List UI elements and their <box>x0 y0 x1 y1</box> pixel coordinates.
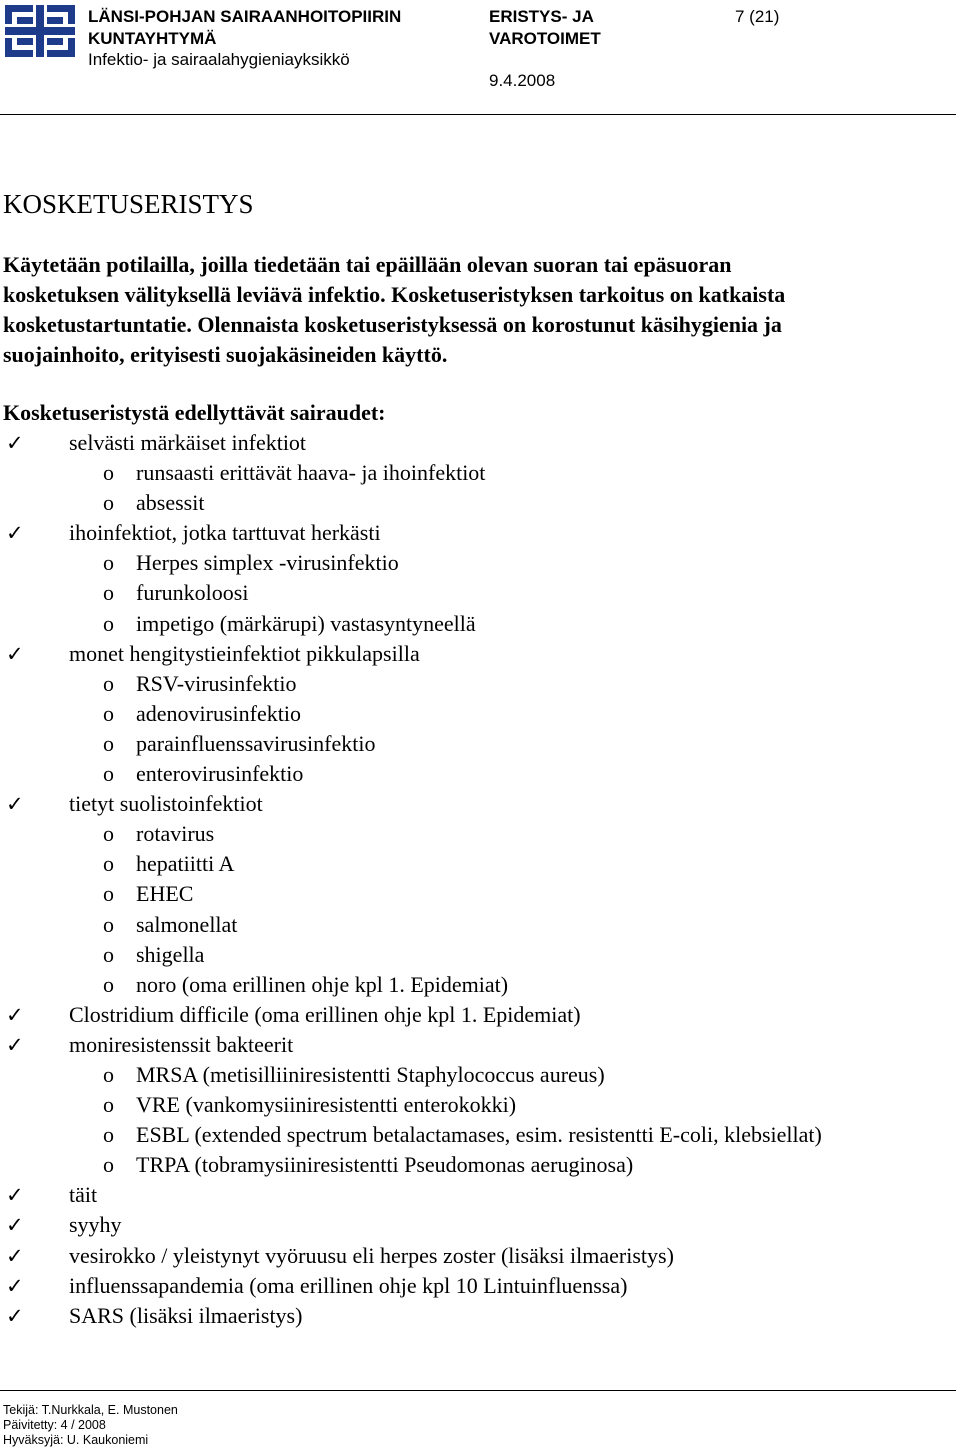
document-body <box>3 186 958 1331</box>
sub-list-item-label: EHEC <box>136 881 194 907</box>
page-title: KOSKETUSERISTYS <box>3 189 254 219</box>
sub-list-item-label: Herpes simplex -virusinfektio <box>136 550 399 576</box>
hospital-district-logo-icon <box>3 3 77 59</box>
sub-list-item-label: hepatiitti A <box>136 851 235 877</box>
checkmark-icon: ✓ <box>6 1303 24 1328</box>
list-item <box>3 1301 958 1331</box>
list-item-label: SARS (lisäksi ilmaeristys) <box>69 1302 303 1328</box>
circle-bullet-icon: o <box>103 911 114 937</box>
circle-bullet-icon: o <box>103 610 114 636</box>
sub-list-item-label: noro (oma erillinen ohje kpl 1. Epidemiat) <box>136 971 509 997</box>
sub-list-item-label: salmonellat <box>136 911 238 937</box>
organization-name-line1: LÄNSI-POHJAN SAIRAANHOITOPIIRIN <box>88 7 402 26</box>
circle-bullet-icon: o <box>103 550 114 576</box>
organization-name <box>88 6 401 50</box>
checkmark-icon: ✓ <box>6 1243 24 1268</box>
disease-list <box>3 428 958 1331</box>
sub-list-item-label: MRSA (metisilliiniresistentti Staphylococcus aureus) <box>136 1061 605 1087</box>
circle-bullet-icon: o <box>103 460 114 486</box>
sub-list-item-label: enterovirusinfektio <box>136 761 304 787</box>
sub-list-item <box>3 1090 958 1120</box>
unit-name: Infektio- ja sairaalahygieniayksikkö <box>88 50 350 69</box>
sub-list <box>69 669 958 789</box>
header-divider <box>0 114 956 115</box>
sub-list-item <box>3 879 958 909</box>
intro-line: kosketustartuntatie. Olennaista kosketuseristyksessä on korostunut käsihygienia ja <box>3 312 782 337</box>
list-item <box>3 1180 958 1210</box>
checkmark-icon: ✓ <box>6 1002 24 1027</box>
checkmark-icon: ✓ <box>6 1183 24 1208</box>
sub-list-item <box>3 699 958 729</box>
list-item <box>3 639 958 789</box>
sub-list-item <box>3 970 958 1000</box>
list-item <box>3 1241 958 1271</box>
circle-bullet-icon: o <box>103 1122 114 1148</box>
sub-list-item <box>3 849 958 879</box>
sub-list-item-label: adenovirusinfektio <box>136 700 301 726</box>
checkmark-icon: ✓ <box>6 792 24 817</box>
circle-bullet-icon: o <box>103 851 114 877</box>
checkmark-icon: ✓ <box>6 641 24 666</box>
circle-bullet-icon: o <box>103 700 114 726</box>
intro-paragraph <box>3 250 958 370</box>
circle-bullet-icon: o <box>103 490 114 516</box>
sub-list-item-label: parainfluenssavirusinfektio <box>136 730 376 756</box>
sub-list-item <box>3 1150 958 1180</box>
sub-list-item-label: TRPA (tobramysiiniresistentti Pseudomonas aeruginosa) <box>136 1152 634 1178</box>
author-line: Tekijä: T.Nurkkala, E. Mustonen <box>3 1403 178 1417</box>
sub-list-item <box>3 1060 958 1090</box>
sub-list-item <box>3 759 958 789</box>
circle-bullet-icon: o <box>103 670 114 696</box>
list-item-label: vesirokko / yleistynyt vyöruusu eli herpes zoster (lisäksi ilmaeristys) <box>69 1242 674 1268</box>
circle-bullet-icon: o <box>103 971 114 997</box>
sub-list-item-label: ESBL (extended spectrum betalactamases, esim. resistentti E-coli, klebsiellat) <box>136 1122 822 1148</box>
sub-list-item <box>3 819 958 849</box>
circle-bullet-icon: o <box>103 881 114 907</box>
sub-list-item <box>3 729 958 759</box>
sub-list-item-label: RSV-virusinfektio <box>136 670 297 696</box>
list-item <box>3 518 958 638</box>
sub-list <box>69 1060 958 1180</box>
sub-list-item <box>3 458 958 488</box>
circle-bullet-icon: o <box>103 1152 114 1178</box>
updated-line: Päivitetty: 4 / 2008 <box>3 1418 106 1432</box>
list-item-label: ihoinfektiot, jotka tarttuvat herkästi <box>69 520 381 546</box>
sub-list-item <box>3 669 958 699</box>
sub-list-item <box>3 609 958 639</box>
checkmark-icon: ✓ <box>6 1213 24 1238</box>
sub-list-item <box>3 910 958 940</box>
sub-list-item-label: shigella <box>136 941 205 967</box>
list-item <box>3 1210 958 1240</box>
circle-bullet-icon: o <box>103 941 114 967</box>
list-item-label: selvästi märkäiset infektiot <box>69 430 307 455</box>
approved-line: Hyväksyjä: U. Kaukoniemi <box>3 1433 149 1447</box>
list-item-label: tietyt suolistoinfektiot <box>69 791 263 817</box>
document-series-title-line1: ERISTYS- JA <box>489 7 594 26</box>
sub-list-item-label: furunkoloosi <box>136 580 249 606</box>
circle-bullet-icon: o <box>103 821 114 847</box>
sub-list-item <box>3 488 958 518</box>
checkmark-icon: ✓ <box>6 521 24 546</box>
sub-list-item <box>3 548 958 578</box>
intro-line: kosketuksen välityksellä leviävä infektio. Kosketuseristyksen tarkoitus on katkaista <box>3 282 786 307</box>
circle-bullet-icon: o <box>103 730 114 756</box>
list-item-label: monet hengitystieinfektiot pikkulapsilla <box>69 640 420 666</box>
intro-line: suojainhoito, erityisesti suojakäsineiden käyttö. <box>3 342 448 367</box>
list-item <box>3 1000 958 1030</box>
checkmark-icon: ✓ <box>6 431 24 455</box>
list-item-label: influenssapandemia (oma erillinen ohje kpl 10 Lintuinfluenssa) <box>69 1272 628 1298</box>
list-item <box>3 428 958 518</box>
document-date: 9.4.2008 <box>489 71 556 90</box>
sub-list-item-label: VRE (vankomysiiniresistentti enterokokki) <box>136 1092 517 1118</box>
document-header <box>0 0 960 120</box>
list-item-label: moniresistenssit bakteerit <box>69 1031 294 1057</box>
sub-list-item <box>3 940 958 970</box>
circle-bullet-icon: o <box>103 1061 114 1087</box>
list-item-label: täit <box>69 1182 98 1208</box>
sub-list-item-label: absessit <box>136 490 205 516</box>
list-item <box>3 789 958 1000</box>
sub-list-item-label: runsaasti erittävät haava- ja ihoinfektiot <box>136 460 486 486</box>
sub-list <box>69 819 958 1000</box>
sub-list-item-label: impetigo (märkärupi) vastasyntyneellä <box>136 610 476 636</box>
circle-bullet-icon: o <box>103 761 114 787</box>
sub-list <box>69 458 958 518</box>
checkmark-icon: ✓ <box>6 1273 24 1298</box>
list-item <box>3 1271 958 1301</box>
list-item-label: Clostridium difficile (oma erillinen ohje kpl 1. Epidemiat) <box>69 1001 581 1027</box>
document-series-title-line2: VAROTOIMET <box>489 29 601 48</box>
sub-list <box>69 548 958 638</box>
page-number: 7 (21) <box>735 7 780 26</box>
document-series-title <box>489 6 601 50</box>
checkmark-icon: ✓ <box>6 1032 24 1057</box>
sub-list-item <box>3 1120 958 1150</box>
sub-list-item <box>3 578 958 608</box>
organization-name-line2: KUNTAYHTYMÄ <box>88 29 217 48</box>
list-item <box>3 1030 958 1180</box>
list-heading: Kosketuseristystä edellyttävät sairaudet: <box>3 400 386 425</box>
sub-list-item-label: rotavirus <box>136 821 215 847</box>
intro-line: Käytetään potilailla, joilla tiedetään tai epäillään olevan suoran tai epäsuoran <box>3 252 732 277</box>
footer-divider <box>0 1390 956 1391</box>
circle-bullet-icon: o <box>103 580 114 606</box>
circle-bullet-icon: o <box>103 1092 114 1118</box>
list-item-label: syyhy <box>69 1212 122 1238</box>
